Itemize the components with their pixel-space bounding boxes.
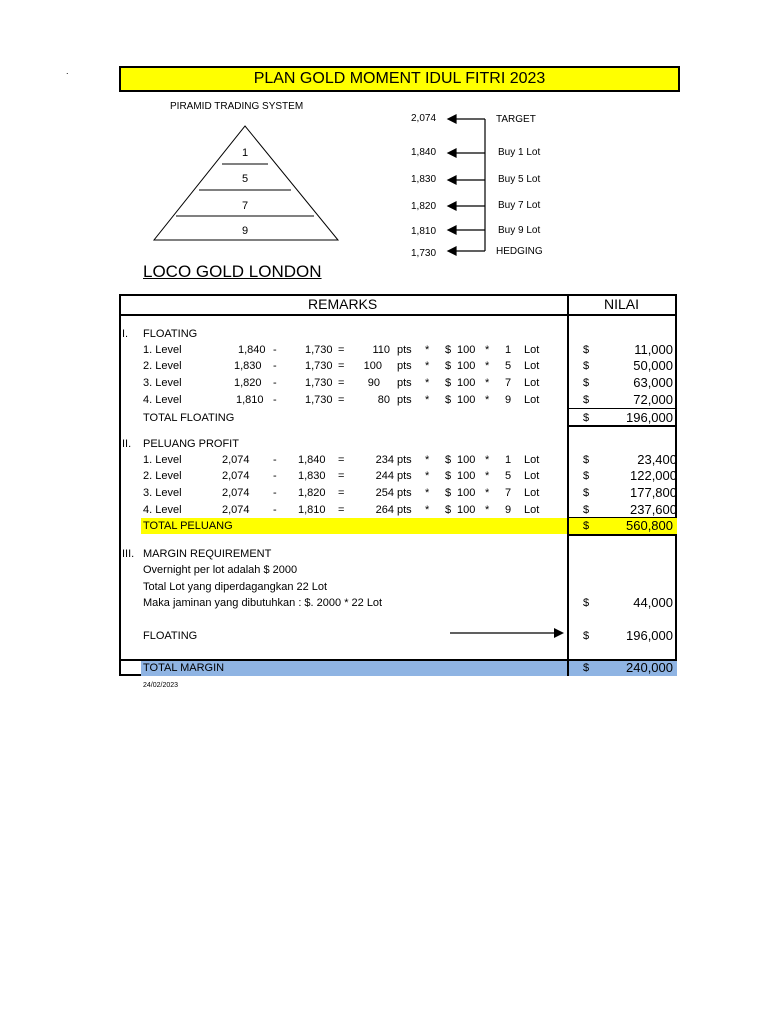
dollar-sign: $ [583,360,590,372]
dollar-sign: $ [583,504,590,516]
points-value: 264 [375,504,394,516]
minus-sign: - [273,470,277,482]
times-sign: * [425,360,430,372]
level-label: 2. Level [143,360,182,372]
price-b: 1,730 [305,360,333,372]
points-value: 90 [367,377,380,389]
lot-count: 9 [505,504,512,516]
target-price: 1,810 [411,226,437,237]
minus-sign: - [273,360,277,372]
level-label: 2. Level [143,470,182,482]
pts-unit: pts [397,454,412,466]
dollar-sign: $ [583,412,590,424]
margin-floating-row [0,628,768,644]
target-arrows [445,110,495,260]
total-margin-row [0,660,768,676]
price-b: 1,730 [305,394,333,406]
total-peluang-label: TOTAL PELUANG [143,520,233,532]
dollar-sign: $ [583,597,590,609]
times-sign: * [425,394,430,406]
minus-sign: - [273,454,277,466]
dollar-sign: $ [445,487,452,499]
margin-floating-value: 196,000 [626,628,673,643]
total-margin-label: TOTAL MARGIN [143,662,225,674]
points-value: 80 [377,394,390,406]
lot-unit: Lot [524,487,540,499]
level-label: 1. Level [143,344,182,356]
dollar-sign: $ [445,470,452,482]
table-row [0,392,768,408]
pyramid-level-4: 9 [242,225,249,237]
margin-line [0,562,768,578]
total-peluang-row [0,518,768,534]
points-value: 100 [363,360,382,372]
row-value: 122,000 [630,468,677,483]
table-row [0,342,768,358]
margin-text: Total Lot yang diperdagangkan 22 Lot [143,581,328,593]
page-title: PLAN GOLD MOMENT IDUL FITRI 2023 [119,66,680,92]
table-row [0,358,768,374]
price-per-point: 100 [457,360,476,372]
target-label: Buy 1 Lot [498,147,541,158]
target-price: 1,840 [411,147,437,158]
price-b: 1,830 [298,470,326,482]
lot-unit: Lot [524,344,540,356]
section-heading: PELUANG PROFIT [143,438,239,450]
times-sign: * [485,394,490,406]
lot-unit: Lot [524,394,540,406]
margin-line [0,595,768,611]
row-value: 177,800 [630,485,677,500]
right-arrow-icon [448,627,566,639]
section-divider [569,425,677,427]
section-number: I. [122,328,129,340]
margin-required-value: 44,000 [633,595,673,610]
points-value: 234 [375,454,394,466]
pts-unit: pts [397,470,412,482]
equals-sign: = [338,360,345,372]
lot-unit: Lot [524,360,540,372]
minus-sign: - [273,344,277,356]
total-floating-label: TOTAL FLOATING [143,412,235,424]
pts-unit: pts [397,504,412,516]
price-a: 2,074 [222,504,250,516]
price-b: 1,730 [305,344,333,356]
level-label: 4. Level [143,394,182,406]
lot-count: 9 [505,394,512,406]
price-per-point: 100 [457,470,476,482]
lot-count: 7 [505,487,512,499]
lot-unit: Lot [524,470,540,482]
lot-unit: Lot [524,377,540,389]
dollar-sign: $ [583,630,590,642]
dollar-sign: $ [445,344,452,356]
times-sign: * [425,344,430,356]
pyramid-level-2: 5 [242,173,249,185]
margin-text: Maka jaminan yang dibutuhkan : $. 2000 * 22 Lot [143,597,383,609]
dollar-sign: $ [583,377,590,389]
row-value: 50,000 [633,358,673,373]
dollar-sign: $ [445,454,452,466]
minus-sign: - [273,504,277,516]
price-b: 1,840 [298,454,326,466]
subtotal-underline [569,408,677,409]
header-divider [119,314,677,316]
times-sign: * [425,454,430,466]
section-margin-heading [0,546,768,562]
document-date: 24/02/2023 [143,682,179,689]
dollar-sign: $ [583,394,590,406]
table-row [0,502,768,518]
pts-unit: pts [397,344,412,356]
price-a: 2,074 [222,470,250,482]
row-value: 63,000 [633,375,673,390]
price-per-point: 100 [457,454,476,466]
dollar-sign: $ [445,394,452,406]
lot-count: 5 [505,470,512,482]
target-price: 2,074 [411,113,437,124]
section-heading: FLOATING [143,328,198,340]
total-margin-value: 240,000 [626,660,673,675]
price-a: 1,810 [236,394,264,406]
points-value: 110 [372,344,390,356]
table-row [0,468,768,484]
minus-sign: - [273,394,277,406]
dollar-sign: $ [583,487,590,499]
level-label: 4. Level [143,504,182,516]
table-row [0,485,768,501]
times-sign: * [485,487,490,499]
price-b: 1,810 [298,504,326,516]
table-row [0,375,768,391]
table-row [0,452,768,468]
pyramid-level-1: 1 [242,147,249,159]
level-label: 3. Level [143,487,182,499]
price-b: 1,730 [305,377,333,389]
points-value: 254 [375,487,394,499]
dollar-sign: $ [445,504,452,516]
times-sign: * [485,454,490,466]
price-a: 1,820 [234,377,262,389]
section-peluang-heading [0,436,768,452]
pts-unit: pts [397,377,412,389]
equals-sign: = [338,487,345,499]
target-price: 1,830 [411,174,437,185]
times-sign: * [425,504,430,516]
times-sign: * [425,487,430,499]
times-sign: * [485,504,490,516]
price-per-point: 100 [457,344,476,356]
section-floating-heading [0,326,768,342]
level-label: 1. Level [143,454,182,466]
section-divider [569,534,677,536]
dollar-sign: $ [583,344,590,356]
total-peluang-value: 560,800 [626,518,673,533]
pyramid-level-3: 7 [242,200,249,212]
margin-text: Overnight per lot adalah $ 2000 [143,564,298,576]
dollar-sign: $ [583,520,590,532]
row-value: 11,000 [634,342,673,357]
section-number: III. [122,548,135,560]
lot-count: 1 [505,344,512,356]
price-per-point: 100 [457,504,476,516]
dollar-sign: $ [583,454,590,466]
margin-line [0,579,768,595]
equals-sign: = [338,394,345,406]
lot-count: 5 [505,360,512,372]
dollar-sign: $ [583,470,590,482]
dollar-sign: $ [583,662,590,674]
times-sign: * [485,344,490,356]
target-label: Buy 7 Lot [498,200,541,211]
equals-sign: = [338,454,345,466]
price-a: 2,074 [222,487,250,499]
minus-sign: - [273,377,277,389]
pts-unit: pts [397,394,412,406]
col-remarks-header: REMARKS [308,296,378,312]
times-sign: * [425,470,430,482]
equals-sign: = [338,504,345,516]
dot-mark: . [66,66,69,76]
row-value: 72,000 [633,392,673,407]
dollar-sign: $ [445,377,452,389]
times-sign: * [485,377,490,389]
lot-unit: Lot [524,454,540,466]
lot-count: 1 [505,454,512,466]
points-value: 244 [375,470,394,482]
price-a: 2,074 [222,454,250,466]
price-per-point: 100 [457,377,476,389]
target-price: 1,730 [411,248,437,259]
price-a: 1,840 [238,344,266,356]
total-floating-row [0,410,768,426]
equals-sign: = [338,470,345,482]
pts-unit: pts [397,487,412,499]
times-sign: * [485,360,490,372]
dollar-sign: $ [445,360,452,372]
pyramid-caption: PIRAMID TRADING SYSTEM [170,101,304,112]
equals-sign: = [338,344,345,356]
minus-sign: - [273,487,277,499]
margin-floating-label: FLOATING [143,630,198,642]
row-value: 23,400 [637,452,677,467]
row-value: 237,600 [630,502,677,517]
lot-unit: Lot [524,504,540,516]
target-label: HEDGING [496,246,543,257]
times-sign: * [425,377,430,389]
section-heading: MARGIN REQUIREMENT [143,548,272,560]
equals-sign: = [338,377,345,389]
level-label: 3. Level [143,377,182,389]
target-label: TARGET [496,114,536,125]
price-a: 1,830 [234,360,262,372]
target-label: Buy 5 Lot [498,174,541,185]
times-sign: * [485,470,490,482]
price-per-point: 100 [457,394,476,406]
lot-count: 7 [505,377,512,389]
total-floating-value: 196,000 [626,410,673,425]
section-number: II. [122,438,132,450]
target-price: 1,820 [411,201,437,212]
price-per-point: 100 [457,487,476,499]
col-nilai-header: NILAI [604,296,640,312]
price-b: 1,820 [298,487,326,499]
target-label: Buy 9 Lot [498,225,541,236]
section-subtitle: LOCO GOLD LONDON [143,262,322,281]
pts-unit: pts [397,360,412,372]
